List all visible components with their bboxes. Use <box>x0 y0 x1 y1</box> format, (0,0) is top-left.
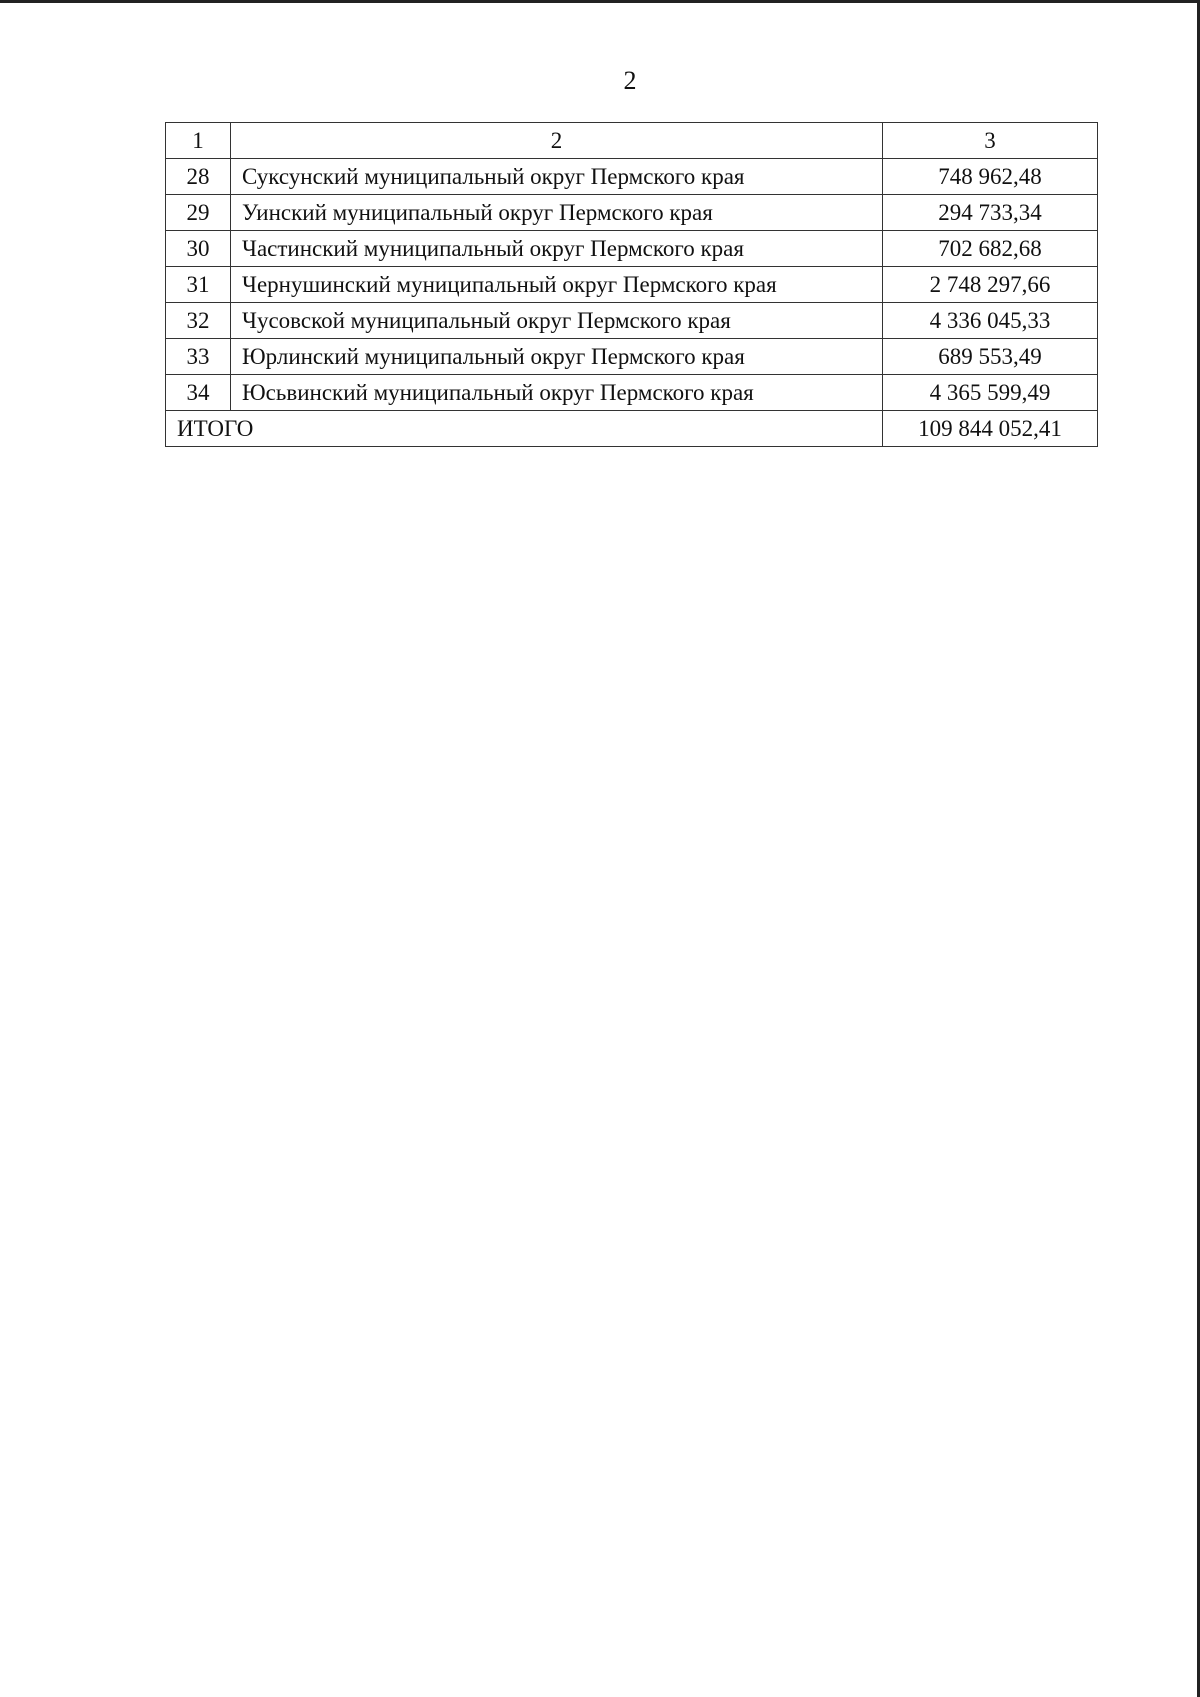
municipality-name: Суксунский муниципальный округ Пермского края <box>231 159 883 195</box>
row-number: 30 <box>166 231 231 267</box>
total-value: 109 844 052,41 <box>883 411 1098 447</box>
column-header-2: 2 <box>231 123 883 159</box>
column-header-3: 3 <box>883 123 1098 159</box>
table-total-row <box>166 411 1098 447</box>
row-number: 32 <box>166 303 231 339</box>
municipality-name: Юсьвинский муниципальный округ Пермского края <box>231 375 883 411</box>
municipality-name: Уинский муниципальный округ Пермского края <box>231 195 883 231</box>
table-row <box>166 195 1098 231</box>
amount-value: 748 962,48 <box>883 159 1098 195</box>
municipality-name: Юрлинский муниципальный округ Пермского края <box>231 339 883 375</box>
row-number: 28 <box>166 159 231 195</box>
amount-value: 4 336 045,33 <box>883 303 1098 339</box>
table-row <box>166 267 1098 303</box>
scan-border-top <box>0 0 1200 3</box>
table-row <box>166 303 1098 339</box>
total-label: ИТОГО <box>166 411 883 447</box>
row-number: 34 <box>166 375 231 411</box>
row-number: 33 <box>166 339 231 375</box>
row-number: 31 <box>166 267 231 303</box>
table-row <box>166 159 1098 195</box>
municipal-allocation-table <box>165 122 1098 447</box>
row-number: 29 <box>166 195 231 231</box>
table-row <box>166 231 1098 267</box>
page-number: 2 <box>623 66 637 95</box>
amount-value: 2 748 297,66 <box>883 267 1098 303</box>
table-header-row <box>166 123 1098 159</box>
column-header-1: 1 <box>166 123 231 159</box>
table-row <box>166 375 1098 411</box>
municipality-name: Чернушинский муниципальный округ Пермского края <box>231 267 883 303</box>
amount-value: 4 365 599,49 <box>883 375 1098 411</box>
municipality-name: Чусовской муниципальный округ Пермского края <box>231 303 883 339</box>
municipality-name: Частинский муниципальный округ Пермского края <box>231 231 883 267</box>
amount-value: 689 553,49 <box>883 339 1098 375</box>
amount-value: 294 733,34 <box>883 195 1098 231</box>
table-row <box>166 339 1098 375</box>
amount-value: 702 682,68 <box>883 231 1098 267</box>
